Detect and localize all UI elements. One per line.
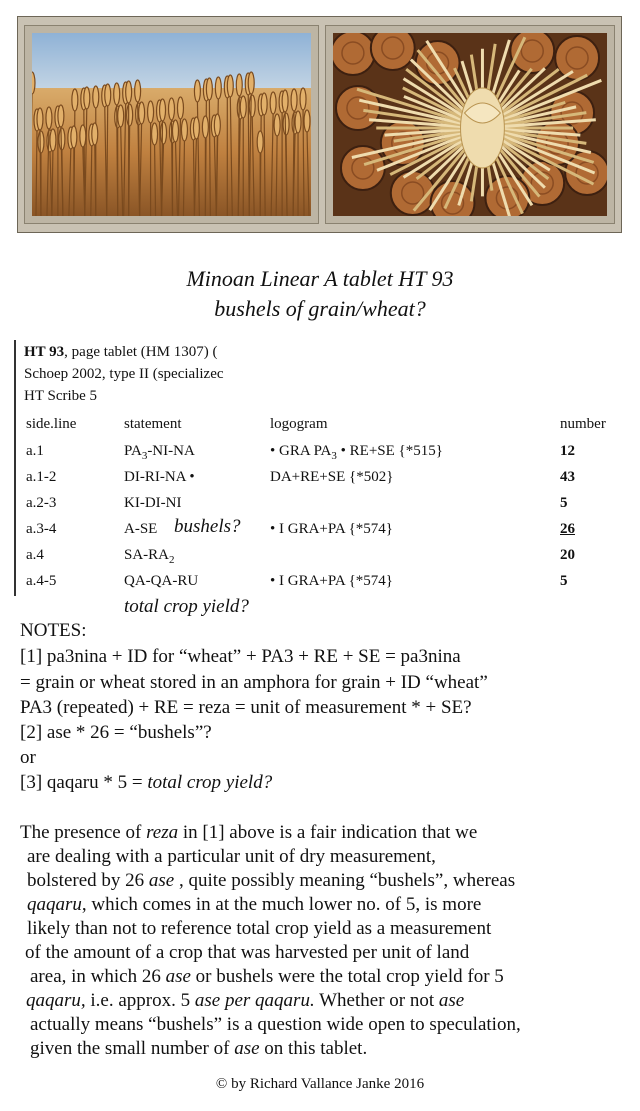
row-number: 5 (560, 573, 568, 589)
row-statement: QA-QA-RU (124, 573, 199, 589)
page-subtitle: bushels of grain/wheat? (214, 296, 426, 321)
wheat-head (114, 83, 120, 105)
row-number: 5 (560, 495, 568, 511)
log-end (555, 36, 599, 80)
column-header-side: side.line (26, 416, 77, 432)
row-side: a.4-5 (26, 573, 57, 589)
note-1-line-3: PA3 (repeated) + RE = reza = unit of measurement * + SE? (20, 697, 472, 718)
row-statement: A-SE (124, 521, 158, 537)
wheat-head (172, 120, 178, 142)
wheat-head (38, 131, 44, 153)
wheat-head (32, 72, 35, 94)
tablet-table (14, 340, 632, 596)
row-statement: $PA_3-NI-NA$ (124, 443, 195, 462)
wheat-head (71, 126, 77, 148)
note-1-line-2: = grain or wheat stored in an amphora for grain + ID “wheat” (20, 672, 488, 693)
row-number: 12 (560, 443, 575, 459)
wheat-head (161, 122, 167, 144)
paragraph-line: likely than not to reference total crop yield as a measurement (27, 918, 492, 939)
wheat-head (257, 131, 263, 153)
row-number: 26 (560, 521, 575, 537)
wheat-head (37, 108, 43, 130)
wheat-field-photo (24, 25, 319, 224)
wheat-head (295, 111, 301, 133)
notes-heading: NOTES: (20, 620, 87, 641)
wheat-head (214, 114, 220, 136)
paragraph-line: are dealing with a particular unit of dry measurement, (27, 846, 436, 867)
gloss-total-crop-yield: total crop yield? (124, 596, 249, 617)
row-side: a.1-2 (26, 469, 57, 485)
gloss-bushels: bushels? (174, 516, 241, 537)
wheat-head (58, 105, 64, 127)
tablet-header-type: Schoep 2002, type II (specializec (24, 366, 224, 382)
wheat-head (291, 89, 297, 111)
wheat-head (105, 84, 111, 106)
wheat-head (300, 88, 306, 110)
wheat-sheaf-photo (325, 25, 615, 224)
row-side: a.1 (26, 443, 44, 459)
wheat-head (127, 104, 133, 126)
log-end (416, 41, 460, 85)
row-side: a.2-3 (26, 495, 57, 511)
tablet-header-id: HT 93, page tablet (HM 1307) ( (24, 344, 218, 360)
wheat-head (274, 114, 280, 136)
wheat-head (248, 72, 254, 94)
wheat-head (72, 89, 78, 111)
wheat-head (139, 102, 145, 124)
wheat-head (80, 125, 86, 147)
row-logogram: • GRA $PA_3$ • RE+SE {*515} (270, 443, 443, 462)
wheat-head (50, 129, 56, 151)
wheat-head (215, 77, 221, 99)
wheat-head (92, 123, 98, 145)
wheat-head (152, 123, 158, 145)
row-statement: KI-DI-NI (124, 495, 182, 511)
row-statement: DI-RI-NA • (124, 469, 195, 485)
wheat-head (93, 86, 99, 108)
wheat-head (177, 97, 183, 119)
row-side: a.4 (26, 547, 44, 563)
row-side: a.3-4 (26, 521, 57, 537)
log-end (371, 33, 415, 70)
wheat-head (135, 80, 141, 102)
row-logogram: • I GRA+PA {*574} (270, 521, 393, 537)
wheat-head (160, 99, 166, 121)
paragraph-line: actually means “bushels” is a question wide open to speculation, (30, 1014, 521, 1035)
wheat-head (148, 101, 154, 123)
row-number: 20 (560, 547, 575, 563)
wheat-head (181, 119, 187, 141)
row-statement: $SA-RA_2$ (124, 547, 175, 566)
row-logogram: DA+RE+SE {*502} (270, 469, 394, 485)
row-number: 43 (560, 469, 575, 485)
wheat-head (194, 80, 200, 102)
wheat-head (46, 107, 52, 129)
wheat-head (249, 95, 255, 117)
note-1: [1] pa3nina + ID for “wheat” + PA3 + RE + SE = pa3nina (20, 646, 461, 667)
column-header-logogram: logogram (270, 416, 328, 432)
page-title: Minoan Linear A tablet HT 93 (186, 266, 454, 291)
photo-frame (17, 16, 622, 233)
note-3: [3] qaqaru * 5 = total crop yield? (20, 772, 273, 793)
wheat-head (84, 87, 90, 109)
paragraph-line: qaqaru, which comes in at the much lower no. of 5, is more (27, 894, 482, 915)
paragraph-line: area, in which 26 ase or bushels were the total crop yield for 5 (30, 966, 504, 987)
wheat-head (202, 116, 208, 138)
wheat-head (227, 75, 233, 97)
note-2: [2] ase * 26 = “bushels”? (20, 722, 212, 743)
wheat-head (282, 90, 288, 112)
wheat-head (304, 110, 310, 132)
paragraph-line: given the small number of ase on this tablet. (30, 1038, 368, 1059)
wheat-head (270, 92, 276, 114)
log-end (333, 33, 375, 75)
paragraph-line: The presence of reza in [1] above is a fair indication that we (20, 822, 478, 843)
column-header-statement: statement (124, 416, 182, 432)
paragraph-line: bolstered by 26 ase , quite possibly meaning “bushels”, whereas (27, 870, 516, 891)
wheat-head (169, 98, 175, 120)
tablet-header-scribe: HT Scribe 5 (24, 388, 98, 404)
copyright: © by Richard Vallance Janke 2016 (215, 1076, 425, 1092)
wheat-head (261, 93, 267, 115)
wheat-head (283, 113, 289, 135)
wheat-head (118, 105, 124, 127)
wheat-head (240, 96, 246, 118)
row-logogram: • I GRA+PA {*574} (270, 573, 393, 589)
wheat-head (206, 78, 212, 100)
wheat-head (193, 117, 199, 139)
column-header-number: number (560, 416, 606, 432)
wheat-head (236, 74, 242, 96)
paragraph-line: qaqaru, i.e. approx. 5 ase per qaqaru. Whether or not ase (26, 990, 465, 1011)
notes-or: or (20, 747, 36, 768)
paragraph-line: of the amount of a crop that was harvested per unit of land (25, 942, 470, 963)
log-end (336, 86, 380, 130)
wheat-head (126, 81, 132, 103)
